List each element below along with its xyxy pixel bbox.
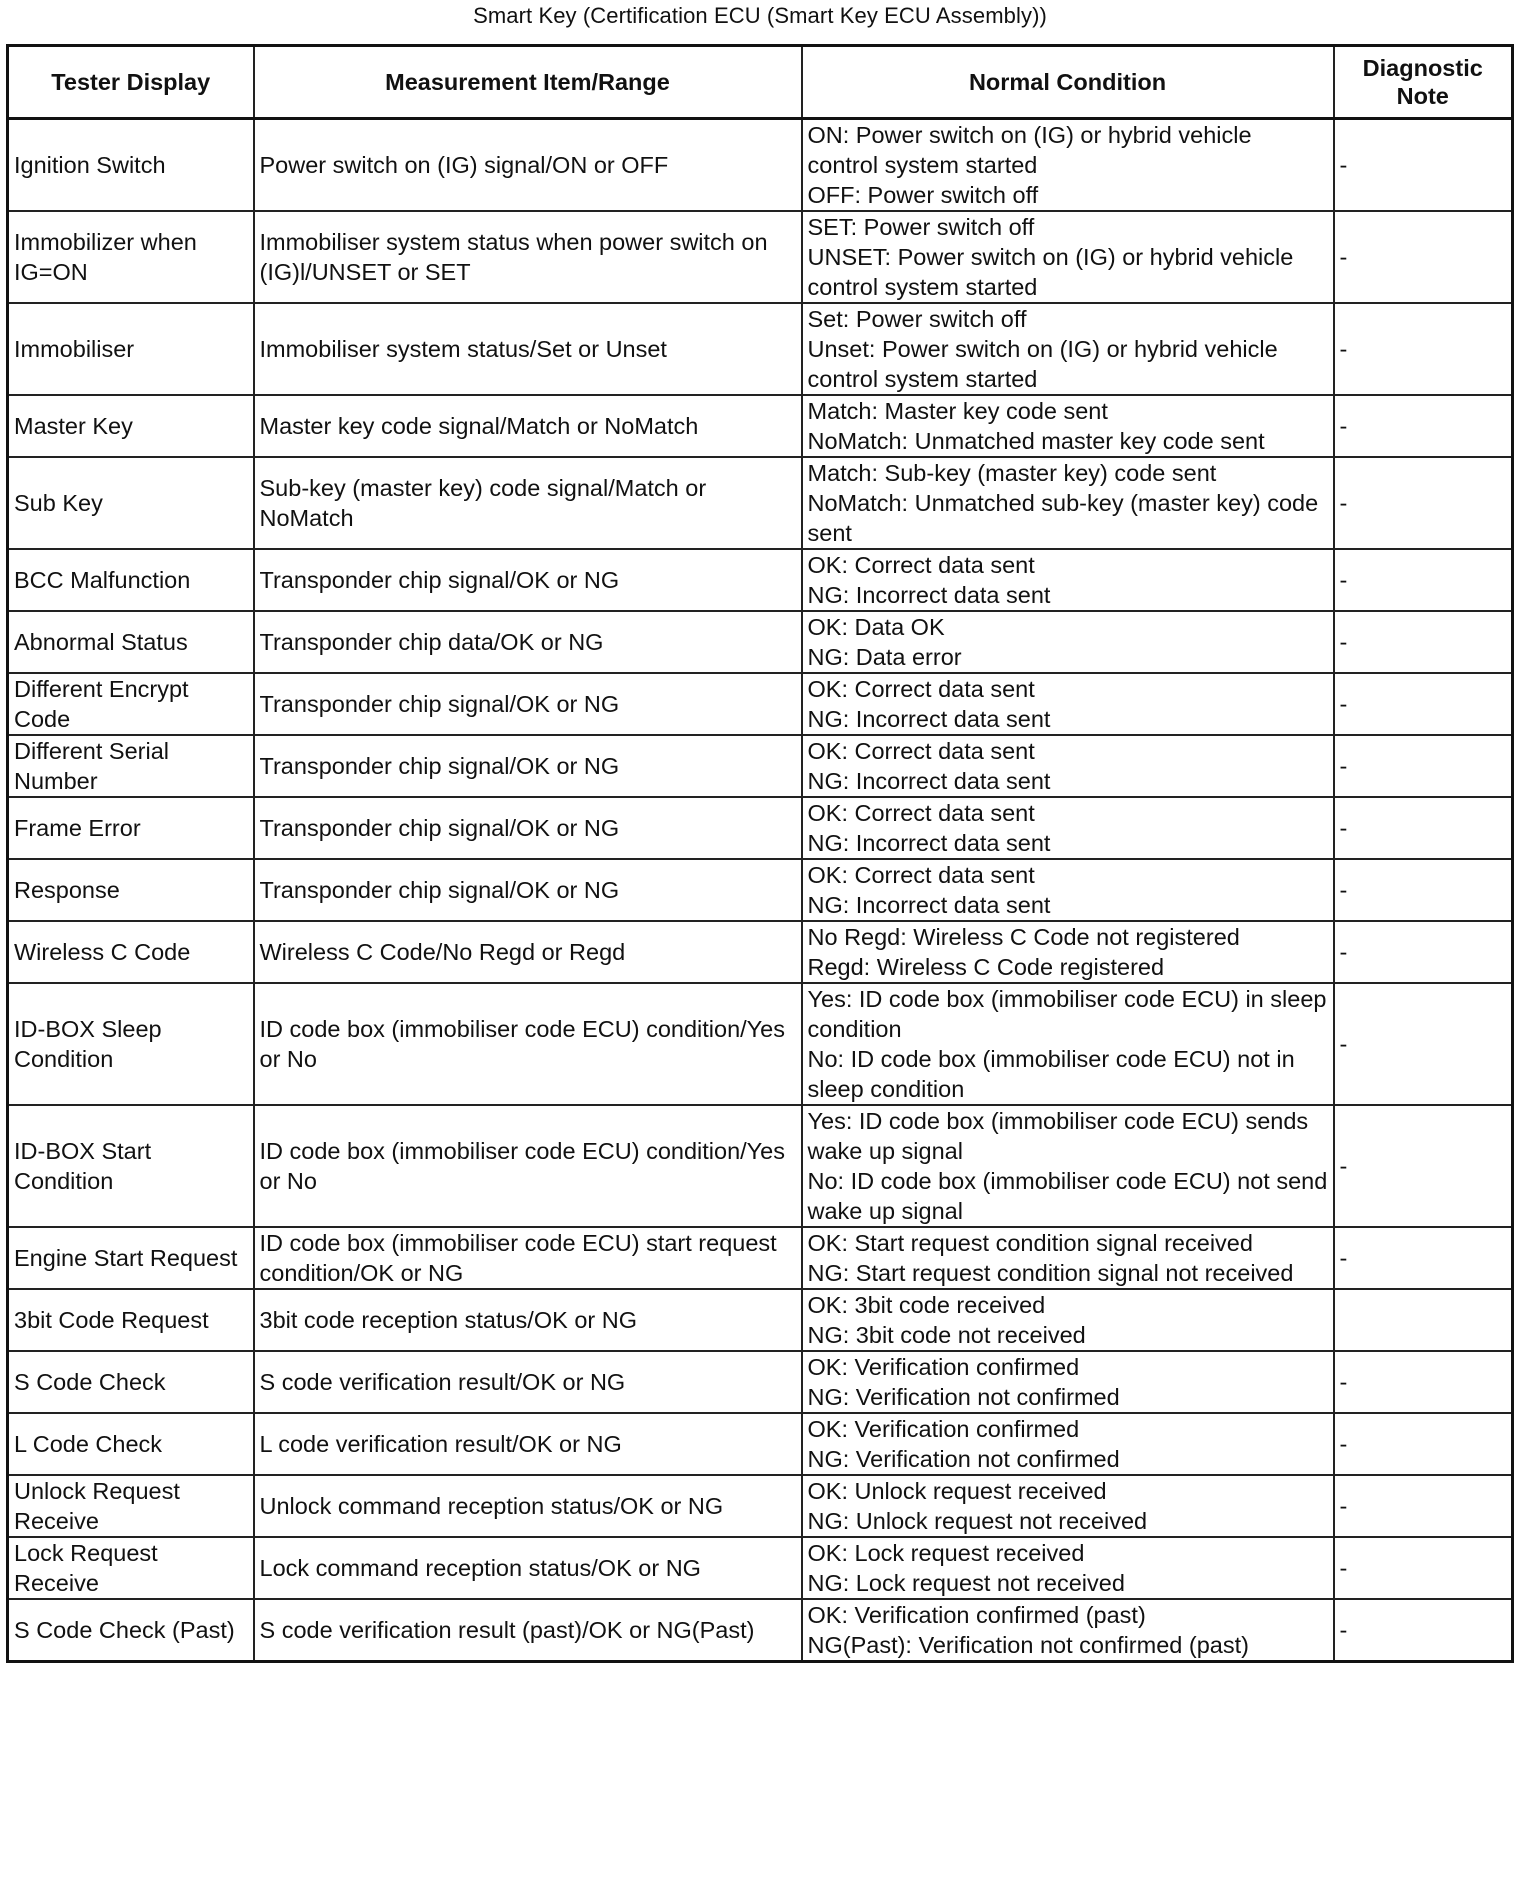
cell-normal-condition [802, 119, 1334, 212]
table-row [8, 211, 1513, 303]
cell-tester-display: BCC Malfunction [8, 549, 254, 611]
normal-condition-line: NG: Start request condition signal not received [807, 1260, 1294, 1286]
normal-condition-line: NG: 3bit code not received [807, 1322, 1086, 1348]
cell-tester-display: Master Key [8, 395, 254, 457]
cell-diagnostic-note: - [1334, 395, 1513, 457]
normal-condition-line: NG: Incorrect data sent [807, 582, 1051, 608]
table-row [8, 1537, 1513, 1599]
normal-condition-line: Yes: ID code box (immobiliser code ECU) in sleep condition [807, 986, 1327, 1042]
normal-condition-line: No: ID code box (immobiliser code ECU) not send wake up signal [807, 1168, 1328, 1224]
cell-measurement: Lock command reception status/OK or NG [254, 1537, 802, 1599]
table-row [8, 673, 1513, 735]
cell-normal-condition [802, 457, 1334, 549]
cell-tester-display: S Code Check (Past) [8, 1599, 254, 1662]
cell-tester-display: Immobilizer when IG=ON [8, 211, 254, 303]
cell-normal-condition [802, 1475, 1334, 1537]
table-row [8, 1475, 1513, 1537]
cell-tester-display: Different Serial Number [8, 735, 254, 797]
table-row [8, 119, 1513, 212]
cell-measurement: Power switch on (IG) signal/ON or OFF [254, 119, 802, 212]
cell-tester-display: Different Encrypt Code [8, 673, 254, 735]
cell-diagnostic-note: - [1334, 549, 1513, 611]
cell-diagnostic-note: - [1334, 119, 1513, 212]
cell-tester-display: ID-BOX Sleep Condition [8, 983, 254, 1105]
table-row [8, 1105, 1513, 1227]
header-tester-display: Tester Display [8, 46, 254, 119]
cell-diagnostic-note: - [1334, 211, 1513, 303]
cell-tester-display: Lock Request Receive [8, 1537, 254, 1599]
cell-measurement: Transponder chip signal/OK or NG [254, 797, 802, 859]
normal-condition-line: NoMatch: Unmatched master key code sent [807, 428, 1265, 454]
normal-condition-line: OK: Correct data sent [807, 738, 1035, 764]
cell-tester-display: Response [8, 859, 254, 921]
cell-normal-condition [802, 1105, 1334, 1227]
table-row [8, 1227, 1513, 1289]
table-row [8, 611, 1513, 673]
cell-diagnostic-note: - [1334, 1475, 1513, 1537]
cell-tester-display: Abnormal Status [8, 611, 254, 673]
table-row [8, 395, 1513, 457]
normal-condition-line: OK: Lock request received [807, 1540, 1085, 1566]
cell-diagnostic-note: - [1334, 1105, 1513, 1227]
cell-normal-condition [802, 611, 1334, 673]
cell-normal-condition [802, 797, 1334, 859]
normal-condition-line: NG(Past): Verification not confirmed (past) [807, 1632, 1249, 1658]
cell-measurement: Transponder chip signal/OK or NG [254, 549, 802, 611]
normal-condition-line: OK: Correct data sent [807, 676, 1035, 702]
cell-normal-condition [802, 303, 1334, 395]
cell-normal-condition [802, 983, 1334, 1105]
normal-condition-line: OK: Start request condition signal received [807, 1230, 1253, 1256]
normal-condition-line: NG: Incorrect data sent [807, 706, 1051, 732]
normal-condition-line: No: ID code box (immobiliser code ECU) not in sleep condition [807, 1046, 1295, 1102]
cell-normal-condition [802, 1351, 1334, 1413]
normal-condition-line: OK: Verification confirmed [807, 1354, 1080, 1380]
cell-measurement: Sub-key (master key) code signal/Match or NoMatch [254, 457, 802, 549]
cell-diagnostic-note: - [1334, 1351, 1513, 1413]
normal-condition-line: Set: Power switch off [807, 306, 1027, 332]
cell-diagnostic-note: - [1334, 1537, 1513, 1599]
cell-diagnostic-note: - [1334, 797, 1513, 859]
normal-condition-line: NoMatch: Unmatched sub-key (master key) code sent [807, 490, 1319, 546]
cell-measurement: Transponder chip signal/OK or NG [254, 735, 802, 797]
header-measurement-item: Measurement Item/Range [254, 46, 802, 119]
table-row [8, 1599, 1513, 1662]
cell-tester-display: Engine Start Request [8, 1227, 254, 1289]
cell-diagnostic-note [1334, 1289, 1513, 1351]
cell-measurement: Master key code signal/Match or NoMatch [254, 395, 802, 457]
cell-measurement: ID code box (immobiliser code ECU) condition/Yes or No [254, 983, 802, 1105]
normal-condition-line: NG: Verification not confirmed [807, 1384, 1120, 1410]
cell-diagnostic-note: - [1334, 735, 1513, 797]
cell-tester-display: L Code Check [8, 1413, 254, 1475]
cell-diagnostic-note: - [1334, 1599, 1513, 1662]
cell-diagnostic-note: - [1334, 611, 1513, 673]
cell-tester-display: Frame Error [8, 797, 254, 859]
table-row [8, 859, 1513, 921]
normal-condition-line: NG: Incorrect data sent [807, 892, 1051, 918]
normal-condition-line: NG: Data error [807, 644, 962, 670]
normal-condition-line: OK: Verification confirmed [807, 1416, 1080, 1442]
normal-condition-line: Match: Sub-key (master key) code sent [807, 460, 1217, 486]
normal-condition-line: OK: Unlock request received [807, 1478, 1107, 1504]
cell-measurement: ID code box (immobiliser code ECU) start request condition/OK or NG [254, 1227, 802, 1289]
cell-tester-display: Ignition Switch [8, 119, 254, 212]
cell-normal-condition [802, 211, 1334, 303]
cell-measurement: Immobiliser system status when power switch on (IG)l/UNSET or SET [254, 211, 802, 303]
table-row [8, 921, 1513, 983]
table-row [8, 457, 1513, 549]
cell-diagnostic-note: - [1334, 303, 1513, 395]
normal-condition-line: NG: Unlock request not received [807, 1508, 1148, 1534]
cell-diagnostic-note: - [1334, 1227, 1513, 1289]
normal-condition-line: SET: Power switch off [807, 214, 1035, 240]
normal-condition-line: Yes: ID code box (immobiliser code ECU) sends wake up signal [807, 1108, 1309, 1164]
normal-condition-line: OK: Data OK [807, 614, 945, 640]
cell-tester-display: Unlock Request Receive [8, 1475, 254, 1537]
cell-tester-display: 3bit Code Request [8, 1289, 254, 1351]
cell-normal-condition [802, 859, 1334, 921]
cell-normal-condition [802, 673, 1334, 735]
cell-measurement: 3bit code reception status/OK or NG [254, 1289, 802, 1351]
table-row [8, 1413, 1513, 1475]
normal-condition-line: Unset: Power switch on (IG) or hybrid vehicle control system started [807, 336, 1278, 392]
cell-measurement: Transponder chip signal/OK or NG [254, 859, 802, 921]
normal-condition-line: NG: Lock request not received [807, 1570, 1125, 1596]
normal-condition-line: Regd: Wireless C Code registered [807, 954, 1165, 980]
cell-measurement: Transponder chip signal/OK or NG [254, 673, 802, 735]
document-title: Smart Key (Certification ECU (Smart Key ECU Assembly)) [473, 3, 1047, 28]
table-row [8, 1289, 1513, 1351]
cell-measurement: ID code box (immobiliser code ECU) condition/Yes or No [254, 1105, 802, 1227]
table-row [8, 549, 1513, 611]
cell-measurement: Immobiliser system status/Set or Unset [254, 303, 802, 395]
table-row [8, 1351, 1513, 1413]
normal-condition-line: No Regd: Wireless C Code not registered [807, 924, 1240, 950]
cell-normal-condition [802, 1227, 1334, 1289]
cell-diagnostic-note: - [1334, 983, 1513, 1105]
cell-normal-condition [802, 549, 1334, 611]
cell-normal-condition [802, 735, 1334, 797]
header-row [8, 46, 1513, 119]
cell-diagnostic-note: - [1334, 457, 1513, 549]
cell-normal-condition [802, 1413, 1334, 1475]
normal-condition-line: Match: Master key code sent [807, 398, 1108, 424]
cell-measurement: S code verification result (past)/OK or NG(Past) [254, 1599, 802, 1662]
table-row [8, 303, 1513, 395]
normal-condition-line: ON: Power switch on (IG) or hybrid vehicle control system started [807, 122, 1252, 178]
normal-condition-line: OK: Verification confirmed (past) [807, 1602, 1146, 1628]
normal-condition-line: NG: Verification not confirmed [807, 1446, 1120, 1472]
cell-measurement: S code verification result/OK or NG [254, 1351, 802, 1413]
data-list-table [6, 44, 1514, 1663]
normal-condition-line: OK: 3bit code received [807, 1292, 1046, 1318]
cell-normal-condition [802, 1599, 1334, 1662]
normal-condition-line: OK: Correct data sent [807, 800, 1035, 826]
table-row [8, 983, 1513, 1105]
cell-tester-display: ID-BOX Start Condition [8, 1105, 254, 1227]
cell-diagnostic-note: - [1334, 673, 1513, 735]
cell-measurement: Unlock command reception status/OK or NG [254, 1475, 802, 1537]
cell-diagnostic-note: - [1334, 1413, 1513, 1475]
table-row [8, 797, 1513, 859]
normal-condition-line: NG: Incorrect data sent [807, 830, 1051, 856]
cell-normal-condition [802, 921, 1334, 983]
cell-normal-condition [802, 395, 1334, 457]
cell-tester-display: S Code Check [8, 1351, 254, 1413]
cell-tester-display: Immobiliser [8, 303, 254, 395]
normal-condition-line: UNSET: Power switch on (IG) or hybrid vehicle control system started [807, 244, 1294, 300]
normal-condition-line: OFF: Power switch off [807, 182, 1039, 208]
normal-condition-line: OK: Correct data sent [807, 862, 1035, 888]
normal-condition-line: NG: Incorrect data sent [807, 768, 1051, 794]
cell-tester-display: Wireless C Code [8, 921, 254, 983]
cell-measurement: L code verification result/OK or NG [254, 1413, 802, 1475]
normal-condition-line: OK: Correct data sent [807, 552, 1035, 578]
cell-diagnostic-note: - [1334, 859, 1513, 921]
table-row [8, 735, 1513, 797]
cell-diagnostic-note: - [1334, 921, 1513, 983]
cell-normal-condition [802, 1289, 1334, 1351]
cell-measurement: Transponder chip data/OK or NG [254, 611, 802, 673]
header-diagnostic-note: Diagnostic Note [1334, 46, 1513, 119]
header-normal-condition: Normal Condition [802, 46, 1334, 119]
cell-tester-display: Sub Key [8, 457, 254, 549]
cell-measurement: Wireless C Code/No Regd or Regd [254, 921, 802, 983]
cell-normal-condition [802, 1537, 1334, 1599]
